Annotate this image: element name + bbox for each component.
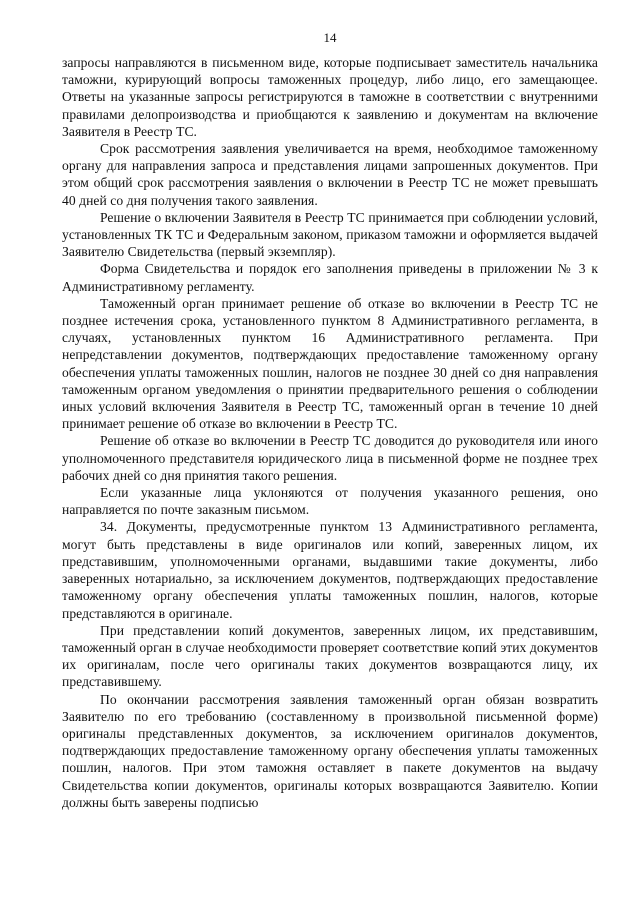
page-number: 14: [323, 30, 337, 45]
paragraph-continuation: запросы направляются в письменном виде, которые подписывает заместитель начальника таможни, курирующий вопросы таможенных процедур, либо лицо, его замещающее. Ответы на указанные запросы регистрируются в таможне в соответствии с внутренними правилами делопроизводства и приобщаются к заявлению и документам на включение Заявителя в Реестр ТС.: [62, 55, 598, 139]
paragraph-inclusion-decision: Решение о включении Заявителя в Реестр ТС принимается при соблюдении условий, установленных ТК ТС и Федеральным законом, приказом таможни и оформляется выдачей Заявителю Свидетельства (первый экземпляр).: [62, 209, 598, 260]
paragraph-originals-return: По окончании рассмотрения заявления таможенный орган обязан возвратить Заявителю по его требованию (составленному в произвольной письменной форме) оригиналы представленных документов, за исключением оригиналов документов, подтверждающих предоставление таможенному органу обеспечения уплаты таможенных пошлин, налогов. При этом таможня оставляет в пакете документов на выдачу Свидетельства копии документов, оригиналы которых возвращаются Заявителю. Копии должны быть заверены подписью: [62, 691, 598, 810]
paragraph-refusal-notice: Решение об отказе во включении в Реестр ТС доводится до руководителя или иного уполномоченного представителя юридического лица в письменной форме не позднее трех рабочих дней со дня принятия такого решения.: [62, 433, 598, 483]
paragraph-certificate-form: Форма Свидетельства и порядок его заполнения приведены в приложении № 3 к Административному регламенту.: [62, 261, 598, 294]
paragraph-refusal-decision: Таможенный орган принимает решение об отказе во включении в Реестр ТС не позднее истечения срока, установленного пунктом 8 Административного регламента, в случаях, установленных пунктом 16 Административного регламента. При непредставлении документов, подтверждающих предоставление таможенному органу обеспечения уплаты таможенных пошлин, налогов не позднее 30 дней со дня направления таможенным органом уведомления о принятии предварительного решения о соблюдении иных условий включения Заявителя в Реестр ТС, таможенный орган в течение 10 дней принимает решение об отказе во включении в Реестр ТС.: [62, 295, 598, 432]
paragraph-registered-mail: Если указанные лица уклоняются от получения указанного решения, оно направляется по почте заказным письмом.: [62, 485, 598, 518]
paragraph-item-34: 34. Документы, предусмотренные пунктом 13 Административного регламента, могут быть представлены в виде оригиналов или копий, заверенных лицом, их представившим, уполномоченными органами, выдавшими такие документы, либо заверенных нотариально, за исключением документов, подтверждающих предоставление таможенному органу обеспечения уплаты таможенных пошлин, налогов, которые представляются в оригинале.: [62, 519, 598, 621]
paragraph-copies-check: При представлении копий документов, заверенных лицом, их представившим, таможенный орган в случае необходимости проверяет соответствие копий этих документов их оригиналам, после чего оригиналы таких документов возвращаются лицу, их представившему.: [62, 622, 598, 690]
paragraph-review-period: Срок рассмотрения заявления увеличивается на время, необходимое таможенному органу для направления запроса и представления лицами запрошенных документов. При этом общий срок рассмотрения заявления о включении в Реестр ТС не может превышать 40 дней со дня получения такого заявления.: [62, 141, 598, 208]
document-body: [62, 54, 598, 811]
